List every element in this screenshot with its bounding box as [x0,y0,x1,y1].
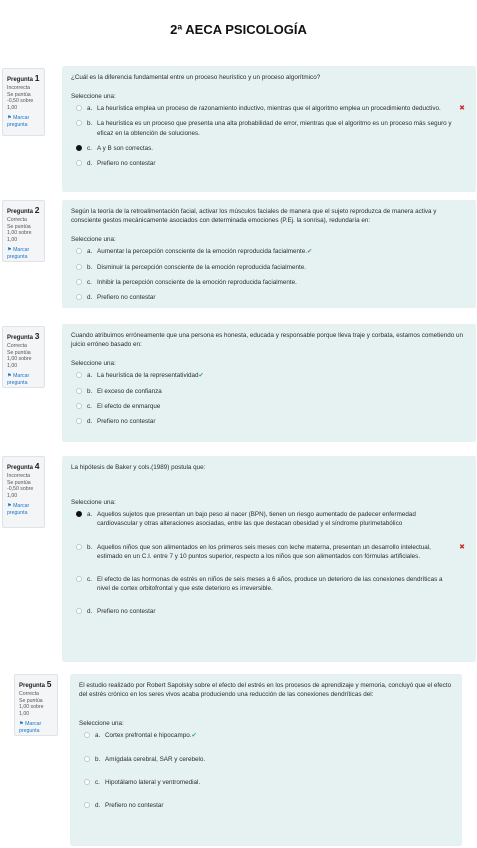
option-letter: b. [87,120,93,128]
option-text: El efecto de las hormonas de estrés en niños de seis meses a 6 años, produce un deterioro de las conexiones dendríticas a nivel de cortex orbitofrontal y que este deterioro es irreversible. [97,575,443,592]
question-score: Se puntúa -0,50 sobre 1,00 [7,479,34,500]
question-text: La hipótesis de Baker y cols.(1989) postula que: [71,464,206,471]
page-title: 2ª AECA PSICOLOGÍA [170,22,307,37]
radio-button[interactable] [76,105,82,111]
incorrect-icon: ✖ [459,105,465,113]
answer-option-a[interactable] [71,104,467,113]
question-number-value: 1 [34,73,40,83]
question-info-5 [14,674,58,736]
option-letter: a. [87,372,93,380]
flag-icon: ⚑ [7,114,12,121]
radio-button[interactable] [76,576,82,582]
answer-option-d[interactable] [71,159,467,168]
question-number [7,73,41,85]
radio-button[interactable] [76,418,82,424]
option-letter: a. [95,732,101,740]
option-letter: a. [87,105,93,113]
correct-icon: ✔ [307,248,313,256]
option-text: El exceso de confianza [97,387,162,395]
answer-option-b[interactable] [71,263,467,272]
radio-button[interactable] [76,248,82,254]
answer-option-b[interactable] [71,119,467,137]
answer-option-a[interactable] [71,510,467,528]
question-label: Pregunta [7,77,34,83]
radio-button[interactable] [76,403,82,409]
question-info-4 [2,456,45,528]
option-letter: b. [87,543,93,551]
flag-label: Marcar pregunta [7,114,30,128]
flag-label: Marcar pregunta [7,502,30,516]
option-letter: c. [87,144,92,152]
option-letter: d. [87,159,93,167]
question-label: Pregunta [19,683,46,689]
answer-option-a[interactable] [79,731,453,740]
question-status: Correcta [19,690,39,697]
question-number [19,679,54,691]
flag-icon: ⚑ [7,372,12,379]
option-text: Aquellos niños que son alimentados en los primeros seis meses con leche materna, presentan un desarrollo intelectual, estimado en un C.I. entre 7 y 10 puntos superior, respecto a los niños que son alimentados con fórmulas artificiales. [97,543,431,560]
radio-button-selected[interactable] [76,511,82,517]
option-text: A y B son correctas. [97,144,153,152]
flag-icon: ⚑ [7,502,12,509]
option-text: Prefiero no contestar [97,608,156,615]
answer-option-c[interactable] [71,144,467,153]
answer-option-b[interactable] [79,755,453,764]
incorrect-icon: ✖ [459,543,465,551]
radio-button[interactable] [76,608,82,614]
answer-option-a[interactable] [71,371,467,380]
radio-button[interactable] [84,756,90,762]
question-score: Se puntúa -0,50 sobre 1,00 [7,91,34,112]
option-text: La heurística es un proceso que presenta una alta probabilidad de error, mientras que el algoritmo es un proceso más seguro y eficaz en la obtención de soluciones. [97,120,452,137]
option-letter: a. [87,248,93,256]
option-letter: b. [95,755,101,763]
answer-option-c[interactable] [71,278,467,287]
question-info-3 [2,326,45,388]
option-text: Aquellos sujetos que presentan un bajo peso al nacer (BPN), tienen un riesgo aumentado de padecer enfermedad cardiovascular y otras alteraciones asociadas, entre las que destacan obesidad y el síndrome plurimetabólico [97,511,416,528]
answer-prompt: Seleccione una: [71,499,116,507]
option-text: Prefiero no contestar [97,417,156,425]
question-label: Pregunta [7,335,34,341]
question-number-value: 4 [34,461,40,471]
flag-label: Marcar pregunta [7,246,30,260]
answer-prompt: Seleccione una: [71,93,116,101]
radio-button[interactable] [76,544,82,550]
question-number-value: 5 [46,679,52,689]
question-number-value: 3 [34,331,40,341]
option-letter: d. [87,608,93,615]
option-letter: c. [95,778,100,786]
option-letter: b. [87,387,93,395]
answer-prompt: Seleccione una: [71,236,116,244]
question-status: Correcta [7,216,27,223]
radio-button[interactable] [76,120,82,126]
question-content-1 [62,66,476,192]
radio-button[interactable] [76,264,82,270]
option-letter: d. [95,801,101,809]
question-info-1 [2,68,45,136]
correct-icon: ✔ [191,732,197,740]
option-text: Inhibir la percepción consciente de la emoción reproducida facialmente. [97,278,297,286]
question-score: Se puntúa 1,00 sobre 1,00 [7,349,32,370]
option-text: Prefiero no contestar [105,801,164,809]
question-status: Incorrecta [7,472,31,479]
option-text: La heurística emplea un proceso de razonamiento inductivo, mientras que el algoritmo emplea un procedimiento deductivo. [97,105,441,113]
question-text: El estudio realizado por Robert Sapolsky sobre el efecto del estrés en los procesos de aprendizaje y memoria, concluyó que el efecto del estrés crónico en los seres vivos acaba produciendo una reducción de las conexiones dendríticas del: [79,682,452,699]
flag-question-link[interactable] [7,115,41,129]
option-letter: c. [87,402,92,410]
flag-question-link[interactable] [7,247,41,261]
answer-prompt: Seleccione una: [71,360,116,368]
question-text: Cuando atribuimos erróneamente que una persona es honesta, educada y responsable porque lleva traje y corbata, estamos cometiendo un juicio erróneo basado en: [71,332,464,349]
question-number [7,331,41,343]
radio-button[interactable] [76,160,82,166]
option-text: Amígdala cerebral, SAR y cerebelo. [105,755,206,763]
question-number [7,461,41,473]
option-text: Prefiero no contestar [97,159,156,167]
question-content-4 [62,456,476,662]
answer-prompt: Seleccione una: [79,720,124,728]
answer-option-a[interactable] [71,247,467,256]
question-status: Correcta [7,342,27,349]
flag-label: Marcar pregunta [7,372,30,386]
answer-option-c[interactable] [71,575,467,593]
flag-question-link[interactable] [19,721,54,735]
answer-option-d[interactable] [71,607,467,616]
radio-button[interactable] [76,294,82,300]
answer-option-d[interactable] [71,293,467,302]
question-number [7,205,41,217]
answer-option-c[interactable] [79,778,453,787]
question-text: ¿Cuál es la diferencia fundamental entre un proceso heurístico y un proceso algorítmico? [71,74,321,81]
flag-icon: ⚑ [19,720,24,727]
question-score: Se puntúa 1,00 sobre 1,00 [7,223,32,244]
option-letter: b. [87,263,93,271]
radio-button[interactable] [84,732,90,738]
option-text: Cortex prefrontal e hipocampo. [105,732,192,740]
radio-button[interactable] [84,802,90,808]
option-text: Disminuir la percepción consciente de la emoción reproducida facialmente. [97,263,306,271]
answer-option-c[interactable] [71,402,467,411]
radio-button[interactable] [76,372,82,378]
flag-question-link[interactable] [7,503,41,517]
option-letter: c. [87,575,92,583]
option-letter: c. [87,278,92,286]
correct-icon: ✔ [198,372,204,380]
question-info-2 [2,200,45,262]
answer-option-d[interactable] [79,801,453,810]
option-text: Prefiero no contestar [97,293,156,301]
radio-button[interactable] [84,779,90,785]
option-letter: d. [87,417,93,425]
question-content-2 [62,200,476,308]
question-label: Pregunta [7,209,34,215]
answer-option-d[interactable] [71,417,467,426]
question-score: Se puntúa 1,00 sobre 1,00 [19,697,44,718]
option-letter: d. [87,293,93,301]
flag-label: Marcar pregunta [19,720,42,734]
answer-option-b[interactable] [71,387,467,396]
option-letter: a. [87,511,93,519]
option-text: Hipotálamo lateral y ventromedial. [105,778,201,786]
question-number-value: 2 [34,205,40,215]
radio-button[interactable] [76,279,82,285]
answer-option-b[interactable] [71,543,467,561]
question-status: Incorrecta [7,84,31,91]
option-text: La heurística de la representatividad [97,372,199,380]
question-label: Pregunta [7,465,34,471]
radio-button[interactable] [76,388,82,394]
radio-button-selected[interactable] [76,145,82,151]
option-text: El efecto de enmarque [97,402,161,410]
question-content-3 [62,324,476,442]
flag-icon: ⚑ [7,246,12,253]
flag-question-link[interactable] [7,373,41,387]
option-text: Aumentar la percepción consciente de la emoción reproducida facialmente. [97,248,308,256]
question-content-5 [70,674,462,846]
question-text: Según la teoría de la retroalimentación facial, activar los músculos faciales de manera que el sujeto reproduzca de manera activa y consciente gestos mecánicamente asociados con determinada emociones (P.Ej. la sonrisa), redundaría en: [71,208,437,225]
